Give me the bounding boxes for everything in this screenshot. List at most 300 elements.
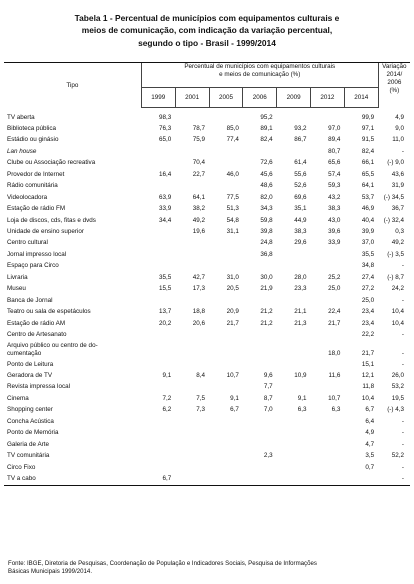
year-value-cell bbox=[175, 146, 209, 157]
table-body bbox=[4, 107, 410, 485]
row-type-label: Concha Acústica bbox=[7, 417, 54, 425]
year-value-cell: 25,0 bbox=[361, 296, 375, 304]
year-value-cell: 38,3 bbox=[328, 205, 341, 213]
year-value-cell: 85,0 bbox=[226, 124, 239, 132]
row-type-label: Centro de Artesanato bbox=[7, 331, 67, 339]
table-row bbox=[4, 370, 410, 381]
year-value-cell: 6,3 bbox=[297, 406, 307, 414]
year-value-cell bbox=[209, 381, 243, 392]
table-row bbox=[4, 404, 410, 415]
year-value-cell: 16,4 bbox=[158, 170, 172, 178]
year-value-cell bbox=[311, 427, 345, 438]
year-value-cell bbox=[175, 180, 209, 191]
year-value-cell: 6,4 bbox=[365, 417, 375, 425]
header-group-line: e meios de comunicação (%) bbox=[219, 71, 301, 78]
table-row bbox=[4, 439, 410, 450]
year-value-cell: 64,1 bbox=[361, 182, 375, 190]
table-row bbox=[4, 393, 410, 404]
variation-cell: - bbox=[378, 473, 410, 485]
table-row bbox=[4, 180, 410, 191]
year-value-cell bbox=[175, 450, 209, 461]
year-value-cell: 8,7 bbox=[263, 394, 273, 402]
year-value-cell: 35,5 bbox=[361, 250, 375, 258]
year-value-cell: 38,3 bbox=[294, 228, 307, 236]
year-value-cell: 4,9 bbox=[365, 429, 375, 437]
year-value-cell bbox=[277, 146, 311, 157]
row-type-label: Livraria bbox=[7, 273, 28, 281]
table-row bbox=[4, 473, 410, 485]
year-value-cell bbox=[209, 237, 243, 248]
year-value-cell: 98,3 bbox=[158, 113, 172, 121]
row-type-label: Clube ou Associação recreativa bbox=[7, 159, 96, 167]
year-value-cell: 82,0 bbox=[260, 193, 273, 201]
year-value-cell: 44,9 bbox=[294, 216, 307, 224]
year-value-cell: 21,1 bbox=[294, 308, 307, 316]
year-value-cell: 64,1 bbox=[192, 193, 206, 201]
year-value-cell bbox=[243, 462, 277, 473]
year-value-cell bbox=[209, 146, 243, 157]
year-value-cell: 6,2 bbox=[162, 406, 172, 414]
year-value-cell: 80,7 bbox=[328, 147, 341, 155]
year-value-cell: 31,0 bbox=[226, 273, 239, 281]
year-value-cell: 9,1 bbox=[297, 394, 307, 402]
title-line: segundo o tipo - Brasil - 1999/2014 bbox=[138, 37, 276, 48]
row-type-label: TV aberta bbox=[7, 113, 35, 121]
variation-cell: - bbox=[401, 463, 404, 471]
variation-cell: 31,9 bbox=[391, 182, 404, 190]
year-value-cell: 8,4 bbox=[196, 372, 206, 380]
year-value-cell: 65,0 bbox=[158, 136, 172, 144]
year-value-cell bbox=[243, 439, 277, 450]
year-value-cell: 78,7 bbox=[192, 124, 206, 132]
year-value-cell bbox=[209, 473, 243, 485]
year-value-cell: 34,3 bbox=[260, 205, 273, 213]
year-value-cell: 40,4 bbox=[361, 216, 375, 224]
year-value-cell bbox=[175, 112, 209, 123]
year-value-cell: 45,6 bbox=[260, 170, 273, 178]
year-value-cell bbox=[243, 341, 277, 359]
year-value-cell: 69,6 bbox=[294, 193, 307, 201]
header-variation bbox=[378, 63, 410, 108]
row-type-label: Ponto de Memória bbox=[7, 429, 59, 437]
header-variation-line: (%) bbox=[389, 87, 400, 94]
year-value-cell: 36,8 bbox=[260, 250, 273, 258]
row-type-label: Loja de discos, cds, fitas e dvds bbox=[7, 216, 96, 224]
year-value-cell: 18,8 bbox=[192, 308, 206, 316]
table-row bbox=[4, 381, 410, 392]
year-value-cell: 6,7 bbox=[230, 406, 239, 414]
variation-cell: 52,2 bbox=[391, 452, 404, 460]
row-type-label bbox=[4, 341, 141, 359]
year-value-cell: 15,5 bbox=[158, 285, 172, 293]
year-value-cell: 2,3 bbox=[263, 452, 273, 460]
header-group-line: Percentual de municípios com equipamentos culturais bbox=[184, 63, 336, 70]
year-value-cell: 11,8 bbox=[362, 383, 375, 391]
table-row bbox=[4, 249, 410, 260]
row-type-label: Unidade de ensino superior bbox=[7, 228, 85, 236]
year-value-cell: 42,7 bbox=[192, 273, 206, 281]
year-value-cell: 53,7 bbox=[361, 193, 375, 201]
year-value-cell bbox=[175, 416, 209, 427]
year-value-cell: 86,7 bbox=[294, 136, 307, 144]
year-value-cell: 7,0 bbox=[263, 406, 273, 414]
row-type-label: Espaço para Circo bbox=[7, 262, 59, 270]
variation-cell: 26,0 bbox=[391, 372, 404, 380]
table-row bbox=[4, 283, 410, 294]
year-value-cell bbox=[141, 341, 175, 359]
year-value-cell: 46,9 bbox=[361, 205, 375, 213]
table-row bbox=[4, 359, 410, 370]
year-value-cell: 89,4 bbox=[328, 136, 341, 144]
year-value-cell bbox=[277, 341, 311, 359]
row-type-label: Cinema bbox=[7, 394, 29, 402]
year-value-cell: 21,2 bbox=[260, 319, 273, 327]
table-row bbox=[4, 203, 410, 214]
year-value-cell: 12,1 bbox=[361, 372, 375, 380]
year-value-cell bbox=[243, 416, 277, 427]
year-value-cell: 46,0 bbox=[226, 170, 239, 178]
year-value-cell bbox=[311, 450, 345, 461]
year-value-cell: 27,2 bbox=[361, 285, 375, 293]
year-value-cell bbox=[243, 146, 277, 157]
year-value-cell bbox=[243, 427, 277, 438]
year-value-cell: 10,4 bbox=[361, 394, 375, 402]
variation-cell: 53,2 bbox=[391, 383, 404, 391]
table-row bbox=[4, 226, 410, 237]
year-value-cell: 43,0 bbox=[328, 216, 341, 224]
year-value-cell: 22,2 bbox=[361, 331, 375, 339]
year-value-cell bbox=[175, 237, 209, 248]
year-header: 2001 bbox=[175, 88, 209, 107]
year-value-cell: 15,1 bbox=[361, 360, 375, 368]
year-value-cell bbox=[277, 427, 311, 438]
variation-cell: (-) 9,0 bbox=[387, 159, 404, 167]
variation-cell: - bbox=[401, 417, 404, 425]
variation-cell: 43,6 bbox=[391, 170, 404, 178]
year-value-cell: 63,9 bbox=[158, 193, 172, 201]
year-value-cell: 11,6 bbox=[328, 372, 341, 380]
year-value-cell bbox=[243, 295, 277, 306]
row-type-label: TV a cabo bbox=[4, 473, 141, 485]
year-value-cell bbox=[175, 427, 209, 438]
year-value-cell: 7,5 bbox=[196, 394, 206, 402]
year-value-cell bbox=[175, 329, 209, 340]
year-value-cell bbox=[141, 180, 175, 191]
row-type-label: Provedor de Internet bbox=[7, 170, 65, 178]
variation-cell: 11,0 bbox=[392, 136, 404, 144]
year-value-cell: 6,3 bbox=[331, 406, 341, 414]
variation-cell: 36,7 bbox=[391, 205, 404, 213]
year-value-cell: 38,2 bbox=[192, 205, 206, 213]
row-type-label: Teatro ou sala de espetáculos bbox=[7, 308, 91, 316]
year-value-cell: 82,4 bbox=[260, 136, 273, 144]
year-value-cell: 59,3 bbox=[328, 182, 341, 190]
row-type-label: Estação de rádio AM bbox=[7, 319, 66, 327]
year-value-cell bbox=[277, 249, 311, 260]
year-value-cell bbox=[277, 329, 311, 340]
year-value-cell: 59,8 bbox=[260, 216, 273, 224]
row-type-label: Galeria de Arte bbox=[7, 440, 50, 448]
row-type-label: Geradora de TV bbox=[7, 372, 53, 380]
year-value-cell bbox=[209, 329, 243, 340]
variation-cell: - bbox=[401, 331, 404, 339]
year-value-cell: 3,5 bbox=[365, 452, 375, 460]
row-type-label-line: Arquivo público ou centro de do- bbox=[7, 341, 98, 349]
row-type-label: Circo Fixo bbox=[7, 463, 36, 471]
year-value-cell: 91,5 bbox=[361, 136, 375, 144]
year-value-cell: 20,2 bbox=[158, 319, 172, 327]
row-type-label: Lan house bbox=[7, 147, 37, 155]
year-value-cell: 20,5 bbox=[226, 285, 239, 293]
year-value-cell bbox=[209, 112, 243, 123]
year-value-cell bbox=[175, 462, 209, 473]
year-value-cell bbox=[209, 359, 243, 370]
row-type-label: Jornal impresso local bbox=[7, 250, 67, 258]
year-value-cell: 7,2 bbox=[162, 394, 172, 402]
year-value-cell: 33,9 bbox=[158, 205, 172, 213]
year-value-cell bbox=[141, 462, 175, 473]
year-value-cell: 75,9 bbox=[192, 136, 206, 144]
variation-cell: 19,5 bbox=[391, 394, 404, 402]
year-value-cell: 76,3 bbox=[158, 124, 172, 132]
year-value-cell: 65,6 bbox=[328, 159, 341, 167]
year-value-cell bbox=[311, 439, 345, 450]
year-value-cell bbox=[311, 249, 345, 260]
year-value-cell: 66,1 bbox=[361, 159, 375, 167]
row-type-label: Banca de Jornal bbox=[7, 296, 53, 304]
variation-cell: (-) 3,5 bbox=[387, 250, 404, 258]
table-row bbox=[4, 157, 410, 168]
year-value-cell: 20,9 bbox=[226, 308, 239, 316]
year-value-cell bbox=[141, 416, 175, 427]
year-value-cell: 18,0 bbox=[328, 350, 341, 358]
year-value-cell: 99,9 bbox=[361, 113, 375, 121]
year-value-cell: 25,0 bbox=[328, 285, 341, 293]
year-value-cell: 43,2 bbox=[328, 193, 341, 201]
year-value-cell: 4,7 bbox=[365, 440, 375, 448]
year-value-cell: 22,4 bbox=[328, 308, 341, 316]
year-value-cell bbox=[141, 260, 175, 271]
variation-cell: 10,4 bbox=[391, 319, 404, 327]
table-row bbox=[4, 112, 410, 123]
year-value-cell bbox=[175, 341, 209, 359]
year-value-cell bbox=[209, 439, 243, 450]
year-value-cell: 39,8 bbox=[260, 228, 273, 236]
year-value-cell: 21,7 bbox=[226, 319, 239, 327]
year-value-cell bbox=[209, 341, 243, 359]
row-type-label: TV comunitária bbox=[7, 452, 50, 460]
year-value-cell: 57,4 bbox=[328, 170, 341, 178]
year-value-cell: 39,6 bbox=[328, 228, 341, 236]
table-row bbox=[4, 260, 410, 271]
year-value-cell bbox=[311, 416, 345, 427]
variation-cell: (-) 32,4 bbox=[383, 216, 404, 224]
year-value-cell bbox=[141, 450, 175, 461]
year-value-cell bbox=[277, 260, 311, 271]
year-value-cell: 9,6 bbox=[263, 372, 273, 380]
year-value-cell bbox=[209, 249, 243, 260]
header-percent-group bbox=[141, 63, 378, 88]
year-header: 2009 bbox=[277, 88, 311, 107]
year-value-cell: 25,2 bbox=[328, 273, 341, 281]
year-value-cell bbox=[243, 473, 277, 485]
year-value-cell: 23,4 bbox=[361, 319, 375, 327]
year-value-cell: 33,9 bbox=[328, 239, 341, 247]
year-value-cell: 21,7 bbox=[328, 319, 341, 327]
header-variation-line: 2014/ bbox=[386, 71, 403, 78]
table-row bbox=[4, 237, 410, 248]
row-type-label: Ponto de Leitura bbox=[7, 360, 54, 368]
row-type-label: Biblioteca pública bbox=[7, 124, 57, 132]
year-value-cell: 77,5 bbox=[226, 193, 239, 201]
variation-cell: (-) 4,3 bbox=[387, 406, 404, 414]
table-row bbox=[4, 427, 410, 438]
year-value-cell: 9,1 bbox=[230, 394, 239, 402]
year-value-cell bbox=[141, 359, 175, 370]
year-value-cell: 13,7 bbox=[158, 308, 172, 316]
year-value-cell bbox=[175, 260, 209, 271]
year-value-cell bbox=[141, 439, 175, 450]
year-value-cell bbox=[277, 416, 311, 427]
year-value-cell bbox=[243, 260, 277, 271]
row-type-label: Centro cultural bbox=[7, 239, 48, 247]
year-value-cell bbox=[344, 473, 378, 485]
year-value-cell bbox=[277, 439, 311, 450]
row-type-label-line: cumentação bbox=[7, 350, 42, 358]
year-value-cell bbox=[141, 381, 175, 392]
year-value-cell: 10,9 bbox=[294, 372, 307, 380]
year-value-cell: 34,4 bbox=[158, 216, 172, 224]
table-row bbox=[4, 295, 410, 306]
year-value-cell: 10,7 bbox=[226, 372, 239, 380]
variation-cell: 49,2 bbox=[391, 239, 404, 247]
header-variation-line: Variação bbox=[382, 63, 407, 70]
year-value-cell: 21,3 bbox=[294, 319, 307, 327]
year-value-cell bbox=[277, 462, 311, 473]
table-row bbox=[4, 272, 410, 283]
table-row bbox=[4, 134, 410, 145]
year-value-cell bbox=[311, 329, 345, 340]
variation-cell: 24,2 bbox=[391, 285, 404, 293]
header-tipo: Tipo bbox=[4, 63, 141, 108]
source-line: Fonte: IBGE, Diretoria de Pesquisas, Coordenação de População e Indicadores Sociais, Pesquisa de Informações bbox=[8, 560, 317, 567]
table-row bbox=[4, 416, 410, 427]
year-value-cell bbox=[243, 329, 277, 340]
year-value-cell bbox=[175, 381, 209, 392]
table-row bbox=[4, 462, 410, 473]
variation-cell: - bbox=[401, 350, 404, 358]
year-header: 2006 bbox=[243, 88, 277, 107]
table-row bbox=[4, 341, 410, 359]
year-value-cell: 28,0 bbox=[294, 273, 307, 281]
table-row bbox=[4, 318, 410, 329]
variation-cell: 4,9 bbox=[395, 113, 404, 121]
year-value-cell: 55,6 bbox=[294, 170, 307, 178]
year-header: 1999 bbox=[141, 88, 175, 107]
year-value-cell bbox=[141, 295, 175, 306]
row-type-label: Museu bbox=[7, 285, 26, 293]
year-header: 2014 bbox=[344, 88, 378, 107]
year-value-cell: 23,3 bbox=[294, 285, 307, 293]
year-value-cell bbox=[141, 329, 175, 340]
header-variation-line: 2006 bbox=[387, 79, 402, 86]
year-value-cell bbox=[277, 295, 311, 306]
year-value-cell: 49,2 bbox=[192, 216, 206, 224]
table-row bbox=[4, 146, 410, 157]
title-line: Tabela 1 - Percentual de municípios com equipamentos culturais e bbox=[74, 13, 340, 23]
variation-cell: - bbox=[401, 296, 404, 304]
year-value-cell bbox=[311, 473, 345, 485]
year-value-cell: 23,4 bbox=[361, 308, 375, 316]
variation-cell: - bbox=[401, 147, 404, 155]
year-value-cell: 19,6 bbox=[192, 228, 206, 236]
year-value-cell: 27,4 bbox=[361, 273, 375, 281]
year-value-cell bbox=[277, 381, 311, 392]
year-value-cell bbox=[175, 439, 209, 450]
year-value-cell: 89,1 bbox=[260, 124, 273, 132]
year-value-cell bbox=[209, 260, 243, 271]
row-type-label: Shopping center bbox=[7, 406, 53, 414]
variation-cell: 10,4 bbox=[391, 308, 404, 316]
title-line: meios de comunicação, com indicação da variação percentual, bbox=[81, 25, 333, 36]
row-type-label: Estádio ou ginásio bbox=[7, 136, 59, 144]
table-row bbox=[4, 450, 410, 461]
year-value-cell bbox=[277, 112, 311, 123]
year-value-cell: 52,6 bbox=[294, 182, 307, 190]
year-header: 2005 bbox=[209, 88, 243, 107]
year-value-cell: 31,1 bbox=[226, 228, 239, 236]
year-header: 2012 bbox=[311, 88, 345, 107]
year-value-cell: 70,4 bbox=[192, 159, 206, 167]
year-value-cell: 61,4 bbox=[294, 159, 307, 167]
table-row bbox=[4, 329, 410, 340]
year-value-cell: 21,2 bbox=[260, 308, 273, 316]
table-row bbox=[4, 306, 410, 317]
year-value-cell bbox=[141, 427, 175, 438]
variation-cell: 9,0 bbox=[395, 124, 404, 132]
year-value-cell bbox=[311, 260, 345, 271]
row-type-label: Revista impressa local bbox=[7, 383, 70, 391]
year-value-cell bbox=[141, 157, 175, 168]
year-value-cell bbox=[311, 295, 345, 306]
year-value-cell bbox=[209, 295, 243, 306]
year-value-cell bbox=[311, 112, 345, 123]
year-value-cell: 7,3 bbox=[196, 406, 206, 414]
year-value-cell: 65,5 bbox=[361, 170, 375, 178]
year-value-cell: 82,4 bbox=[361, 147, 375, 155]
year-value-cell: 97,0 bbox=[328, 124, 341, 132]
year-value-cell bbox=[277, 473, 311, 485]
data-table bbox=[4, 62, 410, 486]
row-type-label: Rádio comunitária bbox=[7, 182, 58, 190]
variation-cell: - bbox=[401, 262, 404, 270]
year-value-cell: 95,2 bbox=[260, 113, 273, 121]
year-value-cell: 9,1 bbox=[162, 372, 172, 380]
year-value-cell: 54,8 bbox=[226, 216, 239, 224]
year-value-cell: 22,7 bbox=[192, 170, 206, 178]
variation-cell: - bbox=[401, 440, 404, 448]
year-value-cell bbox=[141, 237, 175, 248]
year-value-cell bbox=[311, 462, 345, 473]
year-value-cell bbox=[141, 249, 175, 260]
year-value-cell: 48,6 bbox=[260, 182, 273, 190]
year-value-cell bbox=[311, 359, 345, 370]
table-row bbox=[4, 215, 410, 226]
variation-cell: - bbox=[401, 429, 404, 437]
year-value-cell: 29,6 bbox=[294, 239, 307, 247]
source-note bbox=[8, 560, 408, 576]
year-value-cell: 39,9 bbox=[361, 228, 375, 236]
